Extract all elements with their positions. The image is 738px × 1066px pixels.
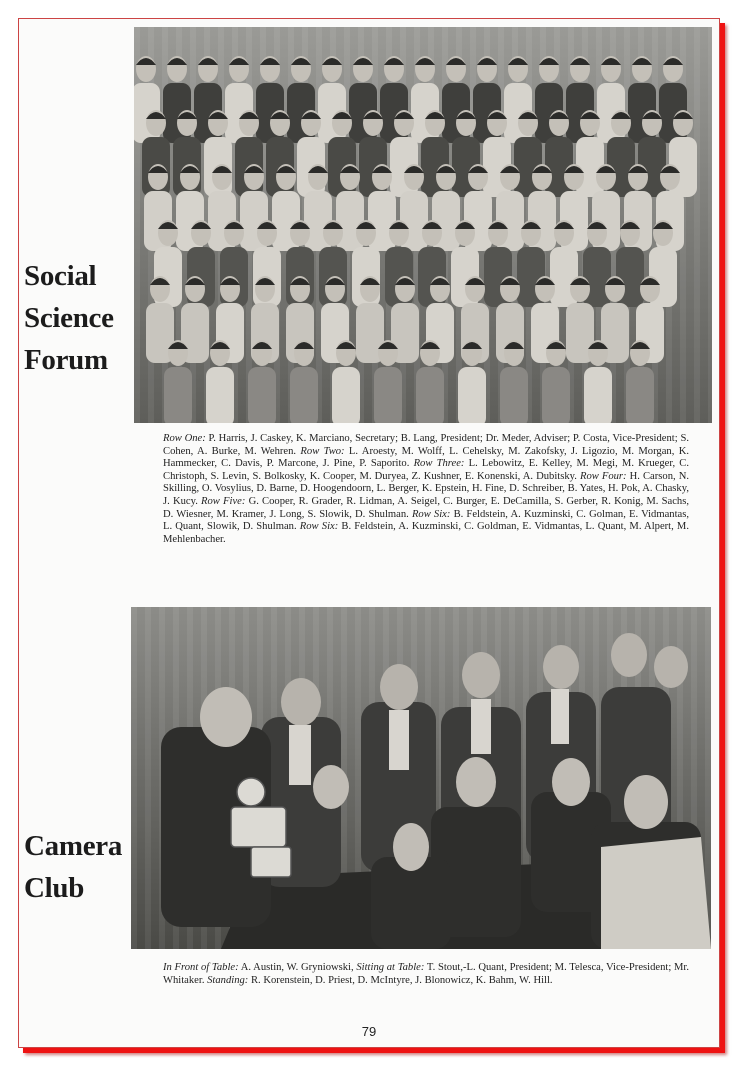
social-science-forum-caption	[163, 433, 689, 546]
caption-row-label: In Front of Table:	[163, 962, 239, 973]
caption-row-names: P. Harris, J. Caskey, K. Marciano, Secretary; B. Lang, President; Dr. Meder, Adviser; P. Costa, Vice-President; S. Cohen, A. Burke, M. Wehren.	[163, 433, 689, 457]
title-line: Social	[24, 260, 97, 292]
camera-club-title	[24, 825, 122, 909]
camera-club-photo	[131, 607, 711, 949]
social-science-forum-title	[24, 255, 114, 381]
caption-row-label: Row Two:	[300, 445, 345, 457]
title-line: Camera	[24, 830, 123, 862]
caption-row-label: Row One:	[163, 433, 206, 444]
caption-row-names: G. Cooper, R. Grader, R. Lidman, A. Seigel, C. Burger, E. DeCamilla, S. Gerber, R. Konig, M. Sachs, D. Wiesner, M. Kramer, J. Long, S. Slowik, D. Shulman.	[163, 495, 689, 520]
caption-row-names: B. Feldstein, A. Kuzminski, C. Goldman, E. Vidmantas, L. Quant, M. Alpert, M. Mehlenbacher.	[163, 521, 690, 545]
caption-row-label: Row Six:	[411, 508, 451, 520]
caption-row-label: Sitting at Table:	[356, 962, 425, 973]
title-line: Club	[24, 872, 85, 904]
caption-row-names: L. Aroesty, M. Wolff, L. Cehelsky, M. Zakofsky, J. Ligozio, M. Morgan, K. Hammecker, C. Davis, P. Marcone, J. Pine, P. Saporito.	[163, 445, 689, 470]
caption-row-names: T. Stout,-L. Quant, President; M. Telesca, Vice-President; Mr. Whitaker.	[163, 962, 689, 986]
caption-row-label: Row Five:	[201, 495, 246, 507]
caption-row-names: B. Feldstein, A. Kuzminski, C. Golman, E. Vidmantas, L. Quant, Slowik, D. Shulman.	[163, 508, 690, 533]
yearbook-page	[18, 18, 720, 1048]
camera-club-caption	[163, 962, 689, 987]
title-line: Science	[24, 302, 114, 334]
caption-row-label: Row Three:	[413, 458, 465, 470]
caption-row-names: A. Austin, W. Gryniowski,	[238, 962, 357, 973]
caption-row-names: H. Carson, N. Skilling, O. Vosylius, D. Barne, D. Hoogendoorn, L. Berger, K. Epstein, H. Fine, D. Schreiber, B. Yates, H. Pok, A. Chasky, J. Kucy.	[163, 470, 689, 507]
caption-row-label: Row Six:	[299, 521, 339, 533]
caption-row-label: Row Four:	[579, 470, 627, 482]
title-line: Forum	[24, 344, 108, 376]
page-number: 79	[361, 1024, 377, 1039]
social-science-forum-group-photo	[134, 27, 712, 423]
caption-row-names: R. Korenstein, D. Priest, D. McIntyre, J. Blonowicz, K. Bahm, W. Hill.	[248, 974, 553, 986]
caption-row-label: Standing:	[207, 974, 249, 986]
caption-row-names: L. Lebowitz, E. Kelley, M. Megi, M. Krueger, C. Christoph, S. Levin, S. Bolkosky, K. Cooper, M. Duryea, Z. Kushner, E. Konenski, A. Dubitsky.	[163, 458, 689, 482]
